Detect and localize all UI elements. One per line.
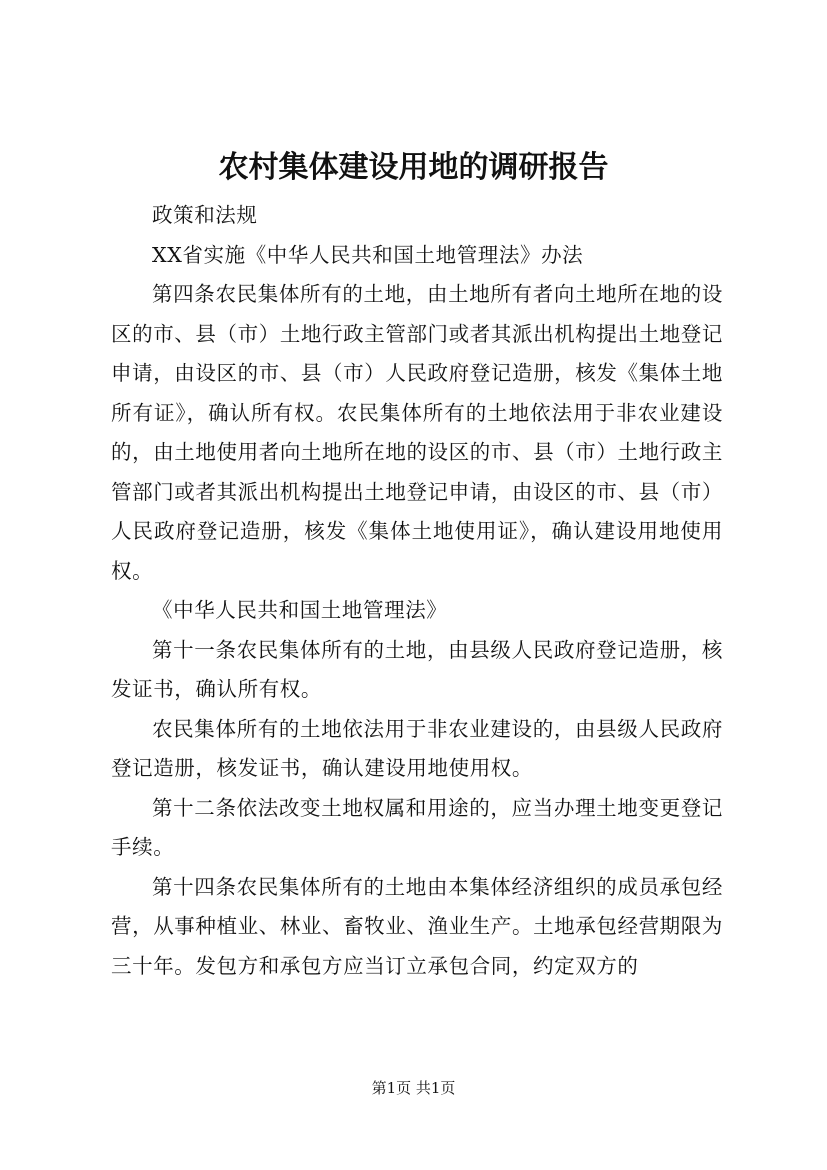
section-heading-policy: 政策和法规 bbox=[152, 203, 258, 227]
document-body bbox=[111, 196, 723, 986]
document-title: 农村集体建设用地的调研报告 bbox=[218, 150, 609, 185]
article-11-continuation-paragraph: 农民集体所有的土地依法用于非农业建设的，由县级人民政府登记造册，核发证书，确认建设用地使用权。 bbox=[111, 716, 723, 780]
article-12-paragraph: 第十二条依法改变土地权属和用途的，应当办理土地变更登记手续。 bbox=[111, 795, 723, 859]
article-14-paragraph: 第十四条农民集体所有的土地由本集体经济组织的成员承包经营，从事种植业、林业、畜牧业、渔业生产。土地承包经营期限为三十年。发包方和承包方应当订立承包合同，约定双方的 bbox=[111, 874, 723, 978]
law-title-national: 《中华人民共和国土地管理法》 bbox=[152, 598, 448, 622]
page-number-footer: 第1页 共1页 bbox=[371, 1079, 456, 1097]
article-4-paragraph: 第四条农民集体所有的土地，由土地所有者向土地所在地的设区的市、县（市）土地行政主管部门或者其派出机构提出土地登记申请，由设区的市、县（市）人民政府登记造册，核发《集体土地所有证》，确认所有权。农民集体所有的土地依法用于非农业建设的，由土地使用者向土地所在地的设区的市、县（市）土地行政主管部门或者其派出机构提出土地登记申请，由设区的市、县（市）人民政府登记造册，核发《集体土地使用证》，确认建设用地使用权。 bbox=[111, 282, 723, 583]
article-11-paragraph: 第十一条农民集体所有的土地，由县级人民政府登记造册，核发证书，确认所有权。 bbox=[111, 637, 723, 701]
regulation-title-provincial: XX省实施《中华人民共和国土地管理法》办法 bbox=[152, 242, 584, 267]
